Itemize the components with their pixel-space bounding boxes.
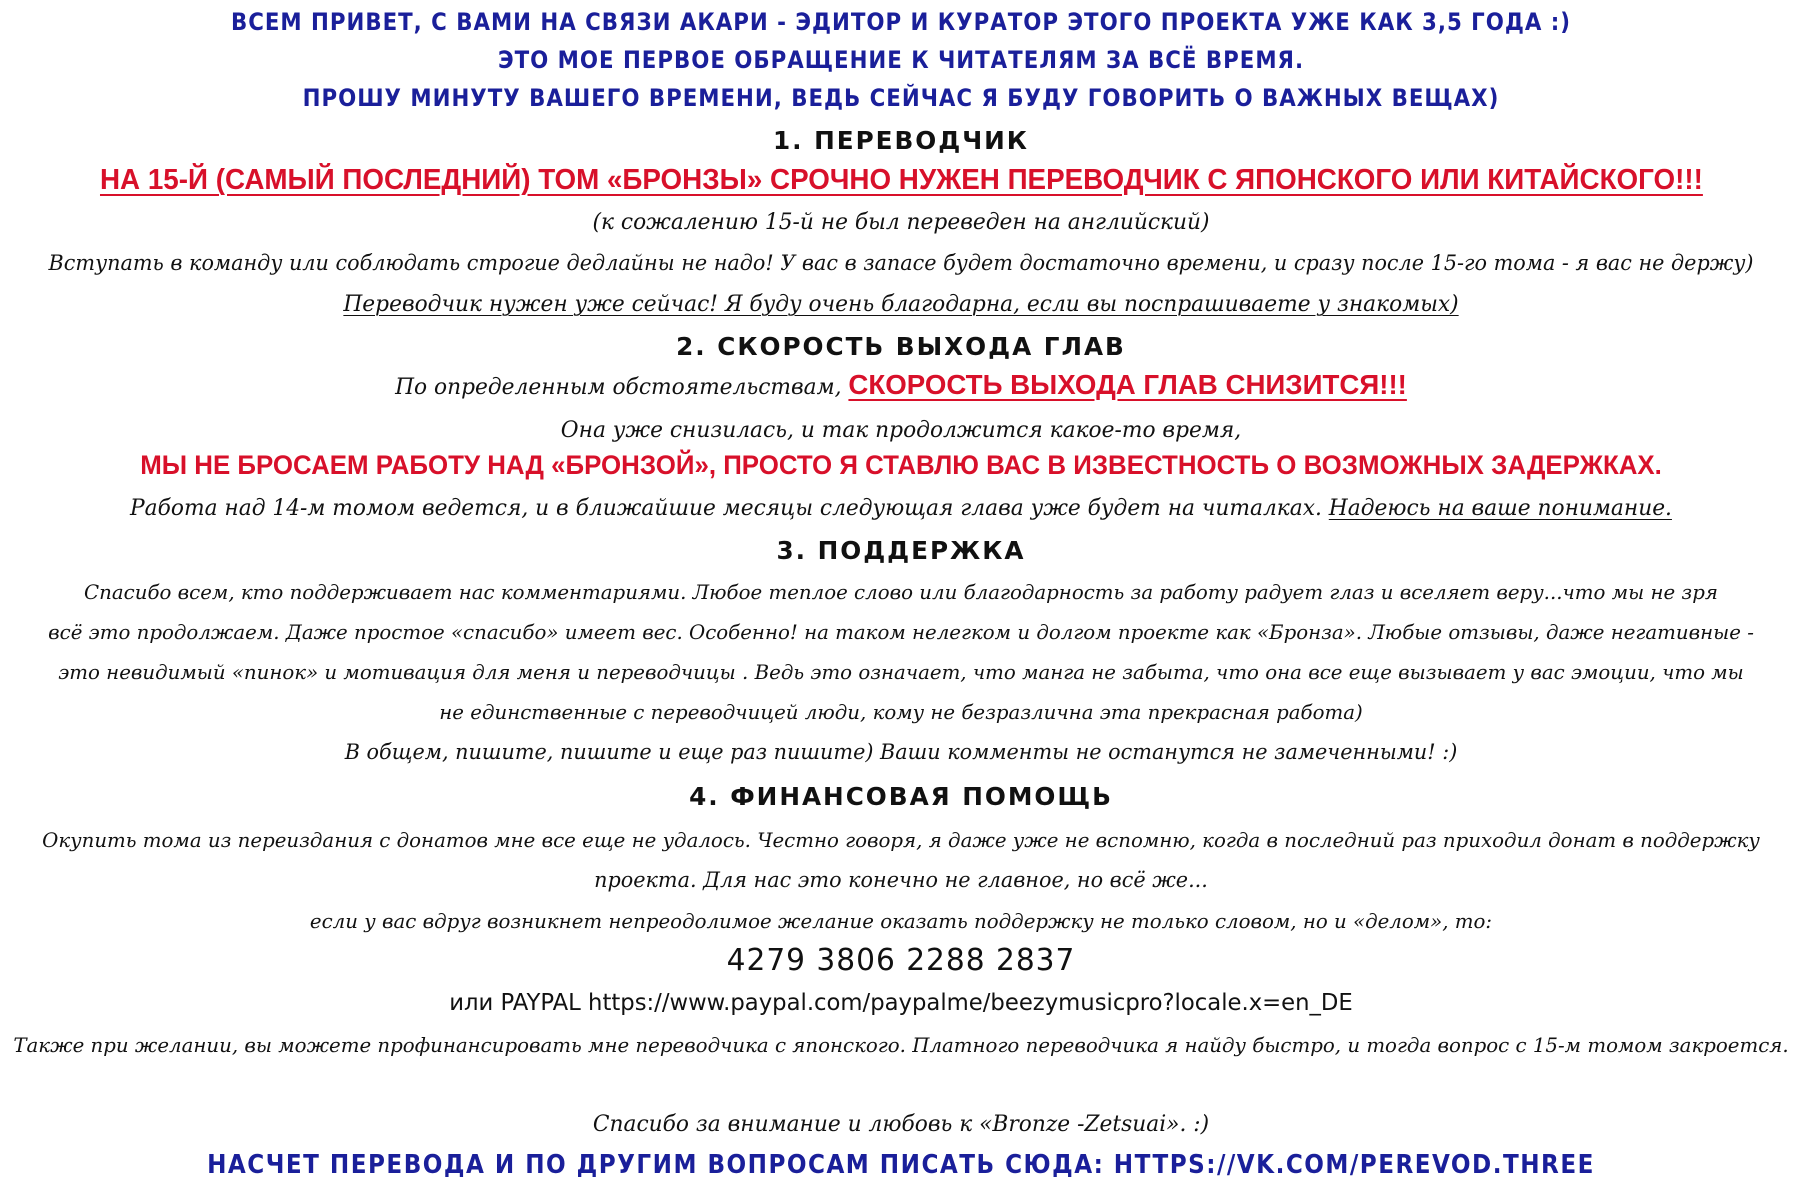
section-2-title: 2. СКОРОСТЬ ВЫХОДА ГЛАВ	[676, 332, 1126, 361]
section-3-line-3: это невидимый «пинок» и мотивация для меня и переводчицы . Ведь это означает, что манга не забыта, что она все еще вызывает у вас эмоции, что мы	[58, 660, 1744, 684]
section-2-line-4	[11, 496, 1791, 521]
section-2-line-4-underlined: Надеюсь на ваше понимание.	[1328, 496, 1672, 521]
section-2-line-4-text: Работа над 14-м томом ведется, и в ближайшие месяцы следующая глава уже будет на читалках.	[130, 496, 1329, 521]
section-3-line-1: Спасибо всем, кто поддерживает нас комментариями. Любое теплое слово или благодарность за работу радует глаз и вселяет веру...что мы не зря	[84, 580, 1718, 604]
section-2-line-2: Она уже снизилась, и так продолжится какое-то время,	[560, 418, 1242, 443]
contact-line: НАСЧЕТ ПЕРЕВОДА И ПО ДРУГИМ ВОПРОСАМ ПИСАТЬ СЮДА: HTTPS://VK.COM/PEREVOD.THREE	[207, 1150, 1595, 1180]
section-1-title: 1. ПЕРЕВОДЧИК	[773, 126, 1029, 155]
section-2-headline: МЫ НЕ БРОСАЕМ РАБОТУ НАД «БРОНЗОЙ», ПРОСТО Я СТАВЛЮ ВАС В ИЗВЕСТНОСТЬ О ВОЗМОЖНЫХ ЗАДЕРЖКАХ.	[140, 450, 1662, 480]
intro-line-3: ПРОШУ МИНУТУ ВАШЕГО ВРЕМЕНИ, ВЕДЬ СЕЙЧАС Я БУДУ ГОВОРИТЬ О ВАЖНЫХ ВЕЩАХ)	[302, 84, 1500, 112]
section-1-note: (к сожалению 15-й не был переведен на английский)	[592, 210, 1210, 235]
section-1-headline-wrap	[11, 164, 1791, 197]
section-1-text: Вступать в команду или соблюдать строгие дедлайны не надо! У вас в запасе будет достаточно времени, и сразу после 15-го тома - я вас не держу)	[48, 251, 1754, 275]
section-3-line-2: всё это продолжаем. Даже простое «спасибо» имеет вес. Особенно! на таком нелегком и долгом проекте как «Бронза». Любые отзывы, даже негативные -	[48, 620, 1754, 644]
section-4-line-1: Окупить тома из переиздания с донатов мне все еще не удалось. Честно говоря, я даже уже не вспомню, когда в последний раз приходил донат в поддержку	[42, 828, 1760, 852]
section-4-title: 4. ФИНАНСОВАЯ ПОМОЩЬ	[689, 782, 1113, 811]
section-4-extra: Также при желании, вы можете профинансировать мне переводчика с японского. Платного переводчика я найду быстро, и тогда вопрос с 15-м томом закроется.	[13, 1033, 1789, 1057]
section-1-urgent: Переводчик нужен уже сейчас! Я буду очень благодарна, если вы поспрашиваете у знакомых)	[343, 292, 1459, 317]
section-2-lead: По определенным обстоятельствам,	[395, 375, 849, 400]
section-1-headline: НА 15-Й (САМЫЙ ПОСЛЕДНИЙ) ТОМ «БРОНЗЫ» СРОЧНО НУЖЕН ПЕРЕВОДЧИК С ЯПОНСКОГО ИЛИ КИТАЙСКОГО!!!	[99, 164, 1703, 196]
paypal-line: или PAYPAL https://www.paypal.com/paypalme/beezymusicpro?locale.x=en_DE	[449, 990, 1353, 1016]
section-3-line-4: не единственные с переводчицей люди, кому не безразлична эта прекрасная работа)	[439, 700, 1363, 724]
section-4-line-3: если у вас вдруг возникнет непреодолимое желание оказать поддержку не только словом, но и «делом», то:	[309, 909, 1493, 933]
intro-line-2: ЭТО МОЕ ПЕРВОЕ ОБРАЩЕНИЕ К ЧИТАТЕЛЯМ ЗА ВСЁ ВРЕМЯ.	[497, 46, 1305, 74]
section-2-lead-red: СКОРОСТЬ ВЫХОДА ГЛАВ СНИЗИТСЯ!!!	[848, 369, 1407, 400]
intro-line-1: ВСЕМ ПРИВЕТ, С ВАМИ НА СВЯЗИ АКАРИ - ЭДИТОР И КУРАТОР ЭТОГО ПРОЕКТА УЖЕ КАК 3,5 ГОДА :)	[230, 8, 1572, 36]
section-2-headline-wrap	[11, 450, 1791, 481]
section-4-line-2: проекта. Для нас это конечно не главное, но всё же...	[594, 868, 1208, 892]
section-3-line-5: В общем, пишите, пишите и еще раз пишите) Ваши комменты не останутся не замеченными! :)	[344, 740, 1458, 764]
closing-thanks: Спасибо за внимание и любовь к «Bronze -Zetsuai». :)	[592, 1112, 1210, 1137]
card-number: 4279 3806 2288 2837	[726, 943, 1076, 978]
section-1-urgent-wrap	[11, 292, 1791, 317]
section-3-title: 3. ПОДДЕРЖКА	[776, 536, 1026, 565]
section-2-lead-line	[11, 369, 1791, 401]
